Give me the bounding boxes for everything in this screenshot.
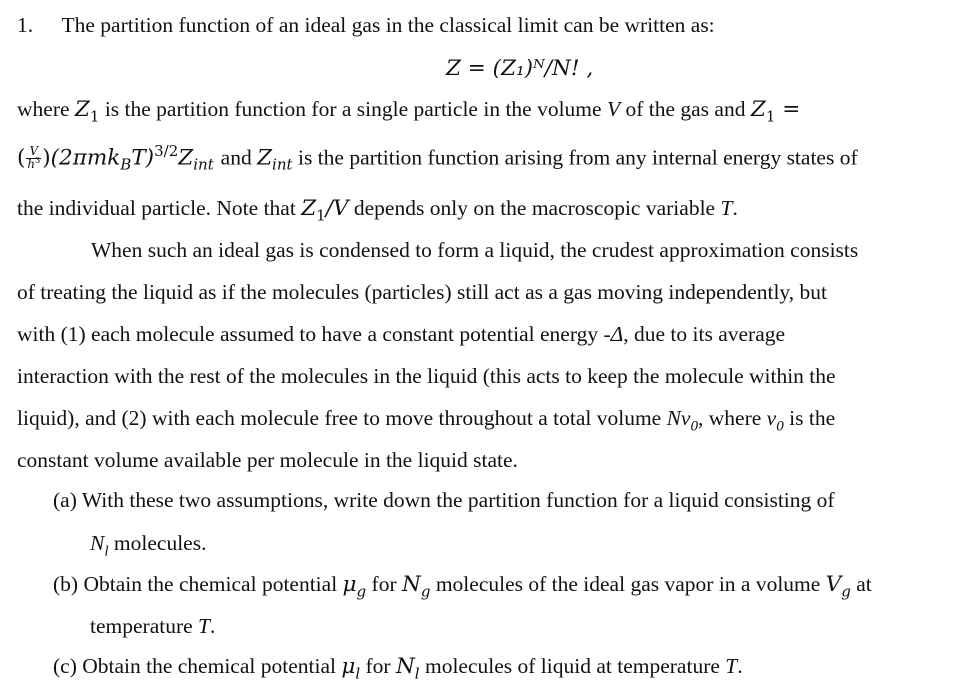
part-b-line-2: temperature T. <box>90 614 216 638</box>
part-a-line-1: (a) With these two assumptions, write down the partition function for a liquid consisting of <box>53 488 835 512</box>
p1-line-3: the individual particle. Note that $Z_1/V$ depends only on the macroscopic variable T. <box>17 196 738 225</box>
z1-symbol-2: $Z_1$ <box>750 97 776 126</box>
delta-symbol: Δ <box>610 322 624 346</box>
p2-line-5: liquid), and (2) with each molecule free to move throughout a total volume $Nv_0$, where $v_0$ is the <box>17 406 836 435</box>
part-a-line-2: $N_l$ molecules. <box>90 531 207 560</box>
mu-g-symbol: $\mu_g$ <box>342 572 367 601</box>
volume-symbol: V <box>606 97 621 121</box>
p2-line-6: constant volume available per molecule in the liquid state. <box>17 448 518 472</box>
part-c-line-1: (c) Obtain the chemical potential $\mu_l$ for $N_l$ molecules of liquid at temperature T. <box>53 654 743 682</box>
p1-line-2: ( $\frac{V}{h^3}$ )$(2\pi mk_BT)^{3/2}Z_{int}$ and $Z_{int}$ is the partition function arising from any internal energy states of <box>17 142 858 174</box>
part-b-line-1: (b) Obtain the chemical potential $\mu_g$ for $N_g$ molecules of the ideal gas vapor in a volume $V_g$ at <box>53 572 872 601</box>
p2-line-3: with (1) each molecule assumed to have a constant potential energy -Δ, due to its average <box>17 322 786 346</box>
z1-symbol: $Z_1$ <box>74 97 100 126</box>
partition-equation: Z = (Z₁)ᴺ/N! , <box>446 56 594 81</box>
problem-intro: The partition function of an ideal gas in the classical limit can be written as: <box>61 13 715 37</box>
mu-l-symbol: $\mu_l$ <box>341 654 361 682</box>
p2-line-2: of treating the liquid as if the molecules (particles) still act as a gas moving independently, but <box>17 280 828 304</box>
p1-line-1: where $Z_1$ is the partition function for a single particle in the volume V of the gas and $Z_1$ = <box>17 97 801 126</box>
problem-number: 1. <box>17 13 34 37</box>
p2-line-4: interaction with the rest of the molecules in the liquid (this acts to keep the molecule within the <box>17 364 836 388</box>
p2-line-1: When such an ideal gas is condensed to form a liquid, the crudest approximation consists <box>91 238 859 262</box>
v-over-h3: $\frac{V}{h^3}$ <box>27 144 41 171</box>
problem-header <box>17 15 715 37</box>
